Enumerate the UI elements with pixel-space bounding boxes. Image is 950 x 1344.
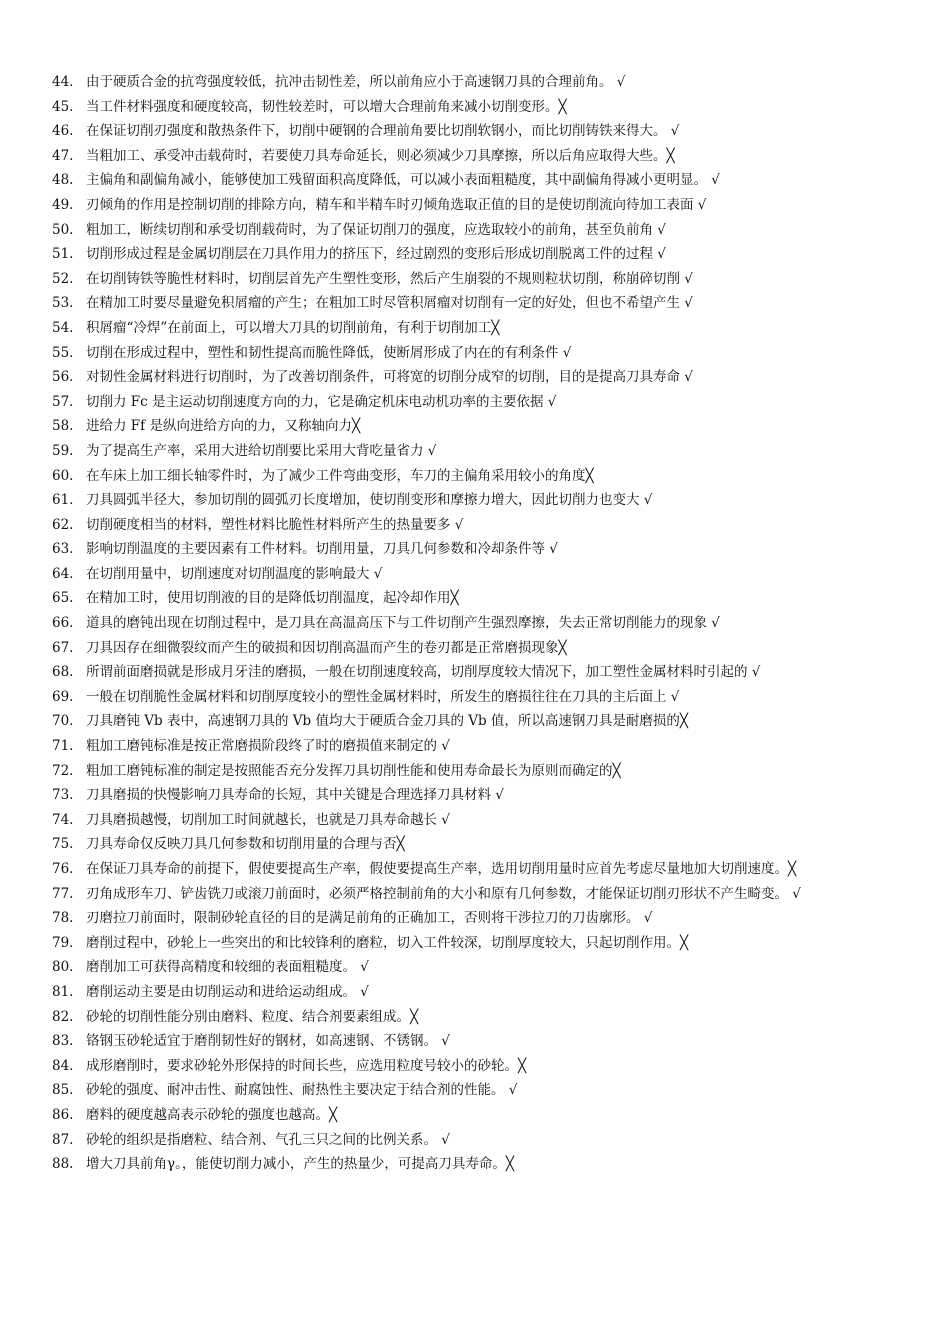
list-item bbox=[52, 562, 904, 587]
item-number: 77. bbox=[52, 885, 74, 902]
item-number: 71. bbox=[52, 738, 74, 755]
list-item bbox=[52, 439, 904, 464]
item-number: 52. bbox=[52, 270, 74, 287]
list-item bbox=[52, 267, 904, 292]
list-item bbox=[52, 709, 904, 734]
item-text: 铬钢玉砂轮适宜于磨削韧性好的钢材，如高速钢、不锈钢。 √ bbox=[86, 1033, 450, 1050]
item-number: 44. bbox=[52, 74, 74, 90]
list-item bbox=[52, 882, 904, 907]
item-text: 在保证刀具寿命的前提下，假使要提高生产率，假使要提高生产率，选用切削用量时应首先考虑尽量地加大切削速度。╳ bbox=[86, 861, 797, 877]
item-text: 刀具圆弧半径大，参加切削的圆弧刃长度增加，使切削变形和摩擦力增大，因此切削力也变大 √ bbox=[86, 492, 653, 509]
item-number: 65. bbox=[52, 590, 74, 607]
list-item bbox=[52, 660, 904, 685]
list-item bbox=[52, 1152, 904, 1177]
item-text: 切削硬度相当的材料，塑性材料比脆性材料所产生的热量要多 √ bbox=[86, 516, 464, 533]
item-number: 80. bbox=[52, 959, 74, 976]
list-item bbox=[52, 832, 904, 857]
item-number: 66. bbox=[52, 615, 74, 632]
item-number: 84. bbox=[52, 1057, 74, 1074]
item-number: 45. bbox=[52, 98, 74, 115]
list-item bbox=[52, 95, 904, 120]
list-item bbox=[52, 168, 904, 193]
item-number: 59. bbox=[52, 442, 74, 459]
item-number: 48. bbox=[52, 172, 74, 189]
list-item bbox=[52, 1005, 904, 1030]
list-item bbox=[52, 414, 904, 439]
item-text: 砂轮的组织是指磨粒、结合剂、气孔三只之间的比例关系。 √ bbox=[86, 1131, 450, 1148]
list-item bbox=[52, 513, 904, 538]
item-text: 在精加工时要尽量避免积屑瘤的产生；在粗加工时尽管积屑瘤对切削有一定的好处，但也不希望产生 √ bbox=[86, 295, 693, 312]
item-number: 55. bbox=[52, 344, 74, 361]
item-text: 砂轮的切削性能分别由磨料、粒度、结合剂要素组成。╳ bbox=[86, 1008, 419, 1025]
item-text: 刀具磨损越慢，切削加工时间就越长，也就是刀具寿命越长 √ bbox=[86, 811, 450, 828]
item-number: 82. bbox=[52, 1008, 74, 1025]
item-text: 切削在形成过程中，塑性和韧性提高而脆性降低，使断屑形成了内在的有利条件 √ bbox=[86, 344, 572, 361]
item-text: 主偏角和副偏角减小，能够使加工残留面积高度降低，可以减小表面粗糙度，其中副偏角得减小更明显。 √ bbox=[86, 172, 720, 189]
item-text: 成形磨削时，要求砂轮外形保持的时间长些，应选用粒度号较小的砂轮。╳ bbox=[86, 1057, 527, 1074]
list-item bbox=[52, 759, 904, 784]
item-number: 68. bbox=[52, 664, 74, 681]
list-item bbox=[52, 390, 904, 415]
item-number: 67. bbox=[52, 639, 74, 656]
item-text: 进给力 Ff 是纵向进给方向的力，又称轴向力╳ bbox=[86, 418, 361, 435]
item-text: 砂轮的强度、耐冲击性、耐腐蚀性、耐热性主要决定于结合剂的性能。 √ bbox=[86, 1082, 518, 1099]
item-number: 73. bbox=[52, 787, 74, 804]
item-number: 50. bbox=[52, 221, 74, 238]
list-item bbox=[52, 1128, 904, 1153]
item-text: 对韧性金属材料进行切削时，为了改善切削条件，可将宽的切削分成窄的切削，目的是提高刀具寿命 √ bbox=[86, 369, 693, 386]
item-text: 刀具磨钝 Vb 表中，高速钢刀具的 Vb 值均大于硬质合金刀具的 Vb 值，所以高速钢刀具是耐磨损的╳ bbox=[86, 713, 689, 730]
item-number: 46. bbox=[52, 123, 74, 140]
item-number: 81. bbox=[52, 983, 74, 1000]
item-number: 54. bbox=[52, 319, 74, 336]
list-item bbox=[52, 586, 904, 611]
item-number: 70. bbox=[52, 713, 74, 730]
item-text: 在车床上加工细长轴零件时，为了减少工件弯曲变形，车刀的主偏角采用较小的角度╳ bbox=[86, 467, 594, 484]
list-item bbox=[52, 906, 904, 931]
item-text: 影响切削温度的主要因素有工件材料。切削用量，刀具几何参数和冷却条件等 √ bbox=[86, 541, 558, 558]
question-list bbox=[52, 70, 904, 1177]
item-text: 所谓前面磨损就是形成月牙洼的磨损，一般在切削速度较高，切削厚度较大情况下，加工塑性金属材料时引起的 √ bbox=[86, 664, 761, 681]
item-number: 75. bbox=[52, 836, 74, 853]
item-text: 磨削过程中，砂轮上一些突出的和比较锋利的磨粒，切入工件较深，切削厚度较大，只起切削作用。╳ bbox=[86, 934, 689, 951]
item-number: 88. bbox=[52, 1156, 74, 1173]
item-number: 74. bbox=[52, 811, 74, 828]
list-item bbox=[52, 857, 904, 882]
item-number: 79. bbox=[52, 934, 74, 951]
item-text: 磨削加工可获得高精度和较细的表面粗糙度。 √ bbox=[86, 959, 369, 976]
item-number: 72. bbox=[52, 762, 74, 779]
list-item bbox=[52, 636, 904, 661]
item-text: 增大刀具前角γ。，能使切削力减小，产生的热量少，可提高刀具寿命。╳ bbox=[86, 1156, 514, 1173]
list-item bbox=[52, 218, 904, 243]
item-text: 当工件材料强度和硬度较高，韧性较差时，可以增大合理前角来减小切削变形。╳ bbox=[86, 98, 567, 115]
list-item bbox=[52, 734, 904, 759]
list-item bbox=[52, 808, 904, 833]
item-number: 53. bbox=[52, 295, 74, 312]
list-item bbox=[52, 488, 904, 513]
list-item bbox=[52, 242, 904, 267]
list-item bbox=[52, 1054, 904, 1079]
item-text: 在切削用量中，切削速度对切削温度的影响最大 √ bbox=[86, 565, 383, 582]
item-text: 为了提高生产率，采用大进给切削要比采用大背吃量省力 √ bbox=[86, 442, 437, 459]
item-text: 一般在切削脆性金属材料和切削厚度较小的塑性金属材料时，所发生的磨损往往在刀具的主后面上 √ bbox=[86, 688, 680, 705]
list-item bbox=[52, 291, 904, 316]
list-item bbox=[52, 316, 904, 341]
item-number: 76. bbox=[52, 861, 74, 877]
list-item bbox=[52, 611, 904, 636]
item-number: 78. bbox=[52, 910, 74, 927]
item-text: 在保证切削刃强度和散热条件下，切削中硬钢的合理前角要比切削软钢小，而比切削铸铁来得大。 √ bbox=[86, 123, 680, 140]
list-item bbox=[52, 464, 904, 489]
item-text: 切削力 Fc 是主运动切削速度方向的力，它是确定机床电动机功率的主要依据 √ bbox=[86, 393, 557, 410]
list-item bbox=[52, 1029, 904, 1054]
list-item bbox=[52, 119, 904, 144]
item-number: 47. bbox=[52, 147, 74, 164]
list-item bbox=[52, 955, 904, 980]
item-number: 60. bbox=[52, 467, 74, 484]
item-text: 粗加工磨钝标准是按正常磨损阶段终了时的磨损值来制定的 √ bbox=[86, 738, 450, 755]
list-item bbox=[52, 783, 904, 808]
item-number: 85. bbox=[52, 1082, 74, 1099]
item-text: 当粗加工、承受冲击载荷时，若要使刀具寿命延长，则必须减少刀具摩擦，所以后角应取得大些。╳ bbox=[86, 147, 675, 164]
item-number: 87. bbox=[52, 1131, 74, 1148]
item-number: 83. bbox=[52, 1033, 74, 1050]
item-number: 64. bbox=[52, 565, 74, 582]
list-item bbox=[52, 365, 904, 390]
item-text: 粗加工，断续切削和承受切削载荷时，为了保证切削刀的强度，应选取较小的前角，甚至负前角 √ bbox=[86, 221, 666, 238]
list-item bbox=[52, 193, 904, 218]
list-item bbox=[52, 70, 904, 95]
list-item bbox=[52, 1078, 904, 1103]
item-text: 积屑瘤“冷焊”在前面上，可以增大刀具的切削前角，有利于切削加工╳ bbox=[86, 319, 500, 336]
item-number: 57. bbox=[52, 393, 74, 410]
list-item bbox=[52, 1103, 904, 1128]
item-text: 刃角成形车刀、铲齿铣刀或滚刀前面时，必须严格控制前角的大小和原有几何参数，才能保证切削刃形状不产生畸变。 √ bbox=[86, 885, 801, 902]
list-item bbox=[52, 537, 904, 562]
item-text: 切削形成过程是金属切削层在刀具作用力的挤压下，经过剧烈的变形后形成切削脱离工件的过程 √ bbox=[86, 246, 666, 263]
item-number: 58. bbox=[52, 418, 74, 435]
item-text: 在精加工时，使用切削液的目的是降低切削温度，起冷却作用╳ bbox=[86, 590, 459, 607]
item-number: 61. bbox=[52, 492, 74, 509]
item-text: 磨料的硬度越高表示砂轮的强度也越高。╳ bbox=[86, 1106, 338, 1123]
item-text: 刀具磨损的快慢影响刀具寿命的长短，其中关键是合理选择刀具材料 √ bbox=[86, 787, 504, 804]
item-number: 63. bbox=[52, 541, 74, 558]
item-text: 道具的磨钝出现在切削过程中，是刀具在高温高压下与工件切削产生强烈摩擦，失去正常切削能力的现象 √ bbox=[86, 615, 720, 632]
list-item bbox=[52, 685, 904, 710]
item-text: 刀具因存在细微裂纹而产生的破损和因切削高温而产生的卷刃都是正常磨损现象╳ bbox=[86, 639, 567, 656]
list-item bbox=[52, 931, 904, 956]
item-text: 刀具寿命仅反映刀具几何参数和切削用量的合理与否╳ bbox=[86, 836, 405, 853]
list-item bbox=[52, 144, 904, 169]
item-number: 69. bbox=[52, 688, 74, 705]
list-item bbox=[52, 341, 904, 366]
item-text: 粗加工磨钝标准的制定是按照能否充分发挥刀具切削性能和使用寿命最长为原则而确定的╳ bbox=[86, 762, 621, 779]
item-number: 49. bbox=[52, 196, 74, 213]
item-text: 由于硬质合金的抗弯强度较低，抗冲击韧性差，所以前角应小于高速钢刀具的合理前角。 √ bbox=[86, 74, 626, 90]
item-text: 在切削铸铁等脆性材料时，切削层首先产生塑性变形，然后产生崩裂的不规则粒状切削，称崩碎切削 √ bbox=[86, 270, 693, 287]
item-number: 51. bbox=[52, 246, 74, 263]
item-text: 磨削运动主要是由切削运动和进给运动组成。 √ bbox=[86, 983, 369, 1000]
item-text: 刃磨拉刀前面时，限制砂轮直径的目的是满足前角的正确加工，否则将干涉拉刀的刀齿廓形。 √ bbox=[86, 910, 653, 927]
item-number: 56. bbox=[52, 369, 74, 386]
item-number: 86. bbox=[52, 1106, 74, 1123]
item-text: 刃倾角的作用是控制切削的排除方向，精车和半精车时刃倾角选取正值的目的是使切削流向待加工表面 √ bbox=[86, 196, 707, 213]
item-number: 62. bbox=[52, 516, 74, 533]
list-item bbox=[52, 980, 904, 1005]
